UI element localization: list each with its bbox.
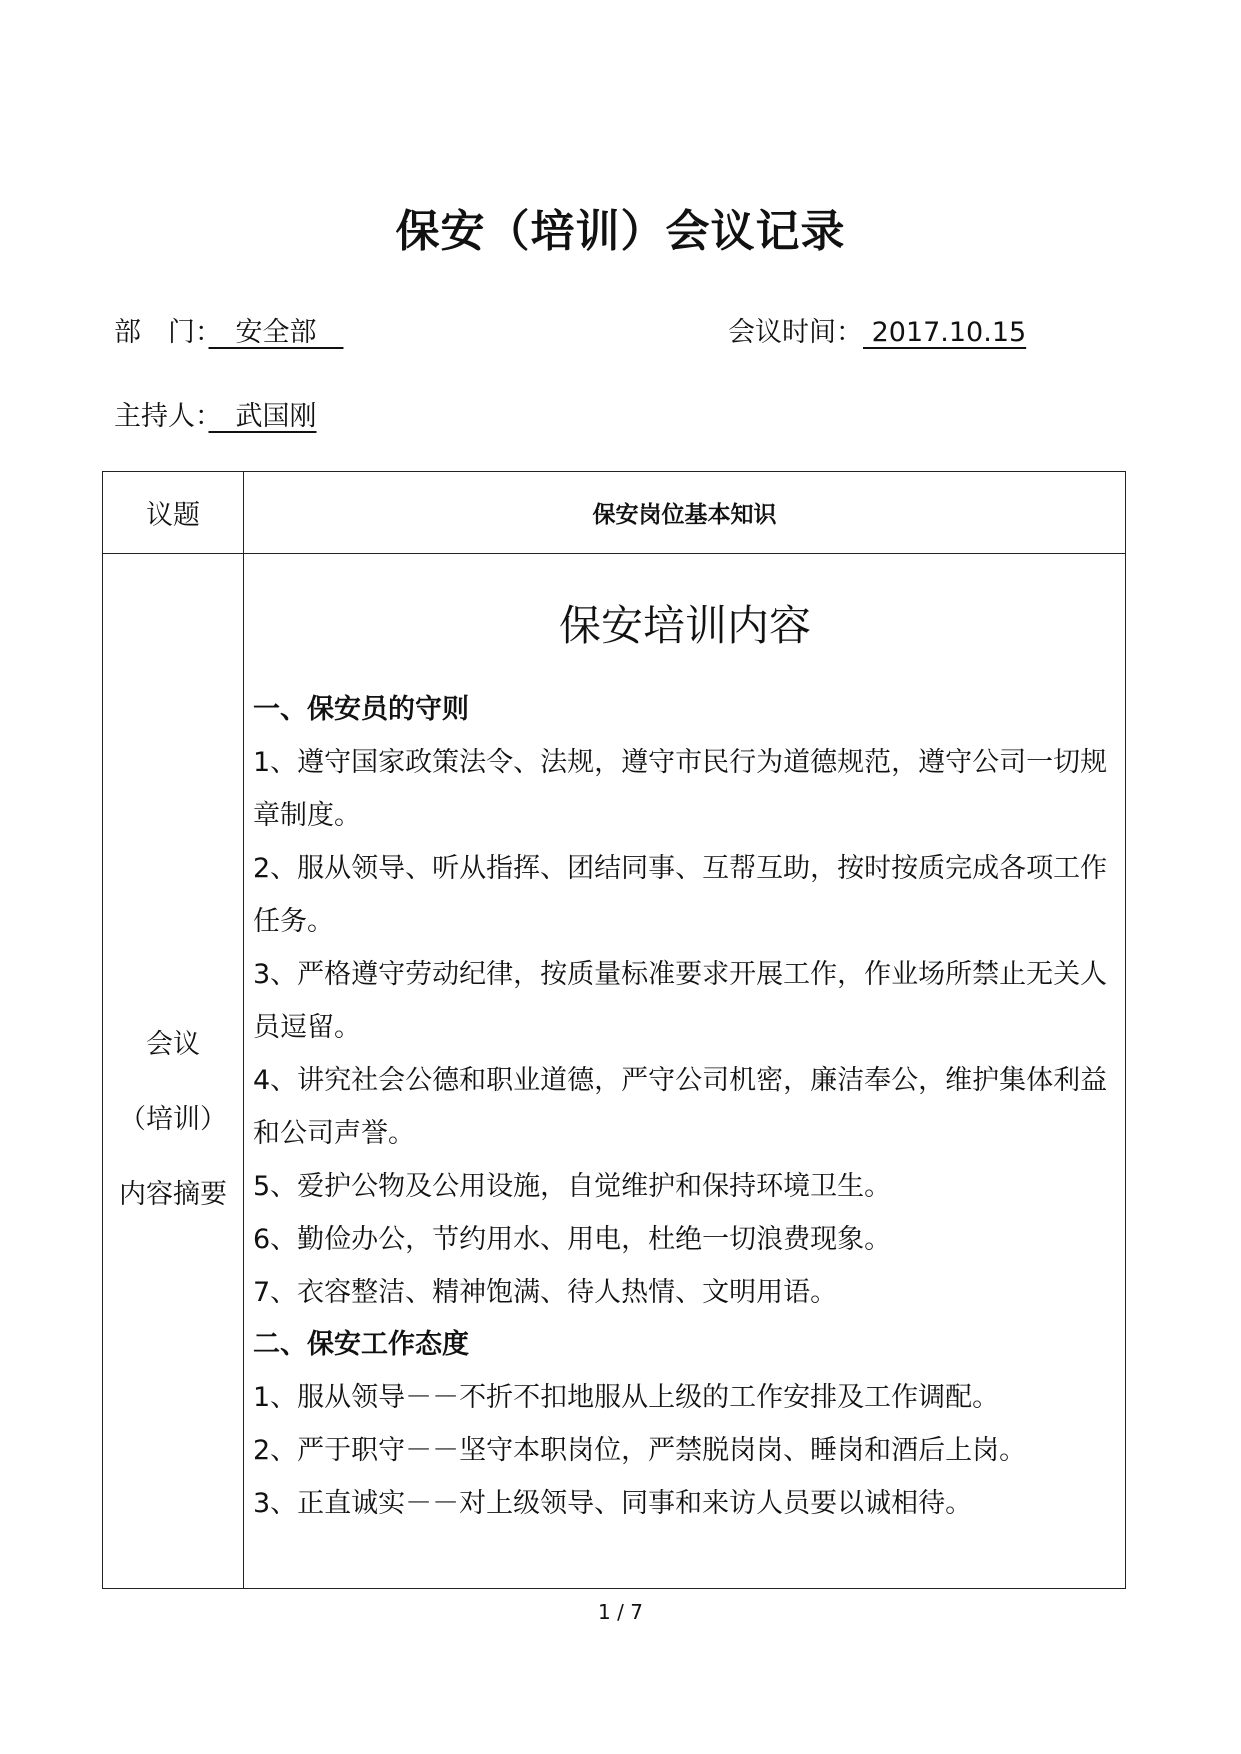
- list-item: 1、服从领导－－不折不扣地服从上级的工作安排及工作调配。: [253, 1382, 1000, 1413]
- department-value: 安全部: [208, 317, 344, 348]
- topic-label: 议题: [146, 500, 200, 531]
- meeting-table: [102, 471, 1126, 1589]
- list-item: 3、严格遵守劳动纪律，按质量标准要求开展工作，作业场所禁止无关人员逗留。: [253, 959, 1108, 1043]
- summary-label-line: （培训）: [119, 1104, 227, 1135]
- page-number: 1 / 7: [598, 1600, 643, 1624]
- list-item: 6、勤俭办公，节约用水、用电，杜绝一切浪费现象。: [253, 1224, 892, 1255]
- list-item: 2、服从领导、听从指挥、团结同事、互帮互助，按时按质完成各项工作任务。: [253, 853, 1108, 937]
- host-value: 武国刚: [208, 401, 317, 432]
- list-item: 4、讲究社会公德和职业道德，严守公司机密，廉洁奉公，维护集体利益和公司声誉。: [253, 1065, 1108, 1149]
- table-column-divider: [243, 472, 244, 1588]
- meeting-time-label: 会议时间：: [728, 317, 863, 348]
- summary-label-line: 内容摘要: [119, 1179, 227, 1210]
- host-field: [114, 397, 317, 437]
- list-item: 1、遵守国家政策法令、法规，遵守市民行为道德规范，遵守公司一切规章制度。: [253, 747, 1108, 831]
- summary-label: [103, 1007, 243, 1232]
- meeting-time-field: [728, 313, 1026, 353]
- section-heading: 二、保安工作态度: [253, 1329, 469, 1360]
- department-field: [114, 313, 344, 353]
- document-title: 保安（培训）会议记录: [395, 206, 846, 257]
- topic-value: 保安岗位基本知识: [592, 502, 777, 528]
- list-item: 2、严于职守－－坚守本职岗位，严禁脱岗岗、睡岗和酒后上岗。: [253, 1435, 1027, 1466]
- list-item: 5、爱护公物及公用设施，自觉维护和保持环境卫生。: [253, 1171, 892, 1202]
- host-label: 主持人：: [114, 401, 209, 432]
- department-label: 部 门：: [114, 317, 209, 348]
- summary-content: [253, 554, 1117, 1530]
- list-item: 3、正直诚实－－对上级领导、同事和来访人员要以诚相待。: [253, 1488, 973, 1519]
- content-title: 保安培训内容: [558, 601, 811, 650]
- meeting-time-value: 2017.10.15: [863, 317, 1027, 348]
- section-heading: 一、保安员的守则: [253, 694, 469, 725]
- list-item: 7、衣容整洁、精神饱满、待人热情、文明用语。: [253, 1277, 838, 1308]
- summary-label-line: 会议: [146, 1029, 200, 1060]
